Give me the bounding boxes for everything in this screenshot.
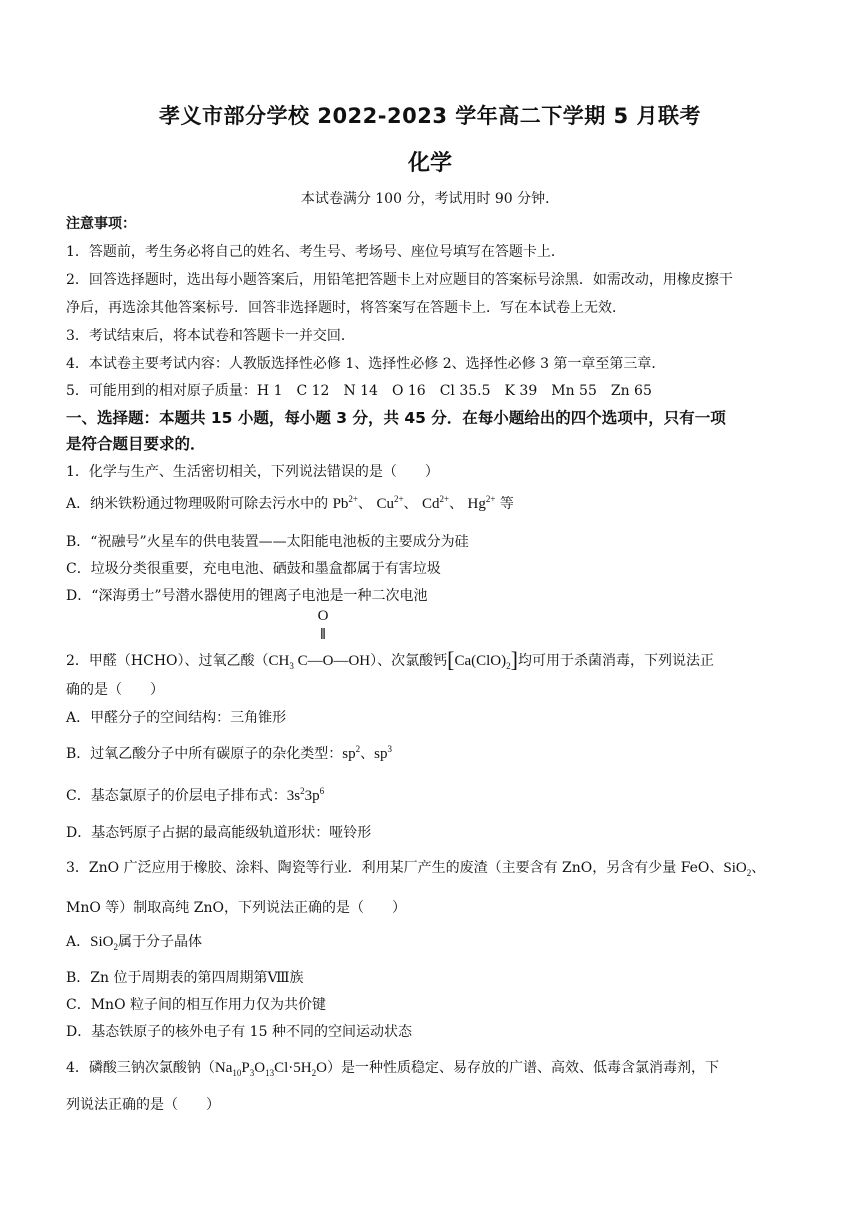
peracetic-acid-formula: $CH_3$ C—O—OH — [268, 653, 371, 671]
question-1-option-a: A．纳米铁粉通过物理吸附可除去污水中的 $Pb^{2+}$、 $Cu^{2+}$、 $Cd^{2+}$、 $Hg^{2+}$ 等 — [66, 494, 514, 512]
ion-hg: $Hg^{2+}$ — [467, 494, 496, 512]
question-4-stem: 4．磷酸三钠次氯酸钠$(Na_{10}P_3O_{13}Cl\cdot 5H_2O)$是一种性质稳定、易存放的广谱、高效、低毒含氯消毒剂，下 — [66, 1060, 719, 1078]
question-2-option-d: D．基态钙原子占据的最高能级轨道形状：哑铃形 — [66, 825, 372, 841]
question-2-stem: 2．甲醛（HCHO）、过氧乙酸（$CH_3$ C—O—OH）、次氯酸钙$[Ca(ClO)_2]$均可用于杀菌消毒，下列说法正 — [66, 647, 714, 672]
ion-cd: $Cd^{2+}$ — [421, 494, 450, 512]
note-item: 1．答题前，考生务必将自己的姓名、考生号、考场号、座位号填写在答题卡上． — [66, 244, 565, 260]
hybrid-sp3: $sp^3$ — [374, 744, 392, 762]
sio2-formula: SiO$_2$ — [90, 934, 118, 952]
ion-pb: $Pb^{2+}$ — [332, 494, 358, 512]
question-3-option-b: B．Zn 位于周期表的第四周期第Ⅷ族 — [66, 970, 304, 986]
note-item: 5．可能用到的相对原子质量：H 1 C 12 N 14 O 16 Cl 35.5 K 39 Mn 55 Zn 65 — [66, 383, 652, 399]
question-3-option-a: A．SiO$_2$属于分子晶体 — [66, 934, 202, 952]
question-1-option-b: B．“祝融号”火星车的供电装置——太阳能电池板的主要成分为硅 — [66, 534, 469, 550]
question-3-stem-cont: MnO 等）制取高纯 ZnO，下列说法正确的是（ ） — [66, 900, 406, 916]
question-2-stem-cont: 确的是（ ） — [66, 682, 164, 698]
exam-title: 孝义市部分学校 2022-2023 学年高二下学期 5 月联考 — [159, 104, 701, 128]
question-2-option-a: A．甲醛分子的空间结构：三角锥形 — [66, 710, 287, 726]
question-1-stem: 1．化学与生产、生活密切相关，下列说法错误的是（ ） — [66, 464, 439, 480]
note-item: 2．回答选择题时，选出每小题答案后，用铅笔把答题卡上对应题目的答案标号涂黑．如需改动，用橡皮擦干 — [66, 272, 733, 288]
question-1-option-d: D．“深海勇士”号潜水器使用的锂离子电池是一种二次电池 — [66, 588, 428, 604]
disinfectant-formula: $Na_{10}P_3O_{13}Cl\cdot 5H_2O$ — [214, 1060, 327, 1078]
question-3-option-c: C．MnO 粒子间的相互作用力仅为共价键 — [66, 997, 326, 1013]
section-heading: 一、选择题：本题共 15 小题，每小题 3 分，共 45 分．在每小题给出的四个选项中，只有一项 — [66, 409, 726, 427]
note-item: 4．本试卷主要考试内容：人教版选择性必修 1、选择性必修 2、选择性必修 3 第一章至第三章． — [66, 356, 666, 372]
hybrid-sp2: $sp^2$ — [342, 744, 361, 762]
exam-info: 本试卷满分 100 分，考试用时 90 分钟． — [300, 191, 560, 207]
section-heading-cont: 是符合题目要求的． — [66, 435, 206, 453]
question-2-option-c: C．基态氯原子的价层电子排布式：$3s^23p^6$ — [66, 786, 325, 804]
ion-cu: $Cu^{2+}$ — [376, 494, 404, 512]
sio2-formula: SiO$_2$ — [723, 860, 752, 878]
question-3-option-d: D．基态铁原子的核外电子有 15 种不同的空间运动状态 — [66, 1024, 412, 1040]
note-item: 3．考试结束后，将本试卷和答题卡一并交回． — [66, 328, 355, 344]
option-text: A．纳米铁粉通过物理吸附可除去污水中的 — [66, 496, 329, 512]
question-2-option-b: B．过氧乙酸分子中所有碳原子的杂化类型：$sp^2$、$sp^3$ — [66, 744, 392, 762]
question-3-stem: 3．ZnO 广泛应用于橡胶、涂料、陶瓷等行业．利用某厂产生的废渣（主要含有 ZnO，另含有少量 FeO、SiO$_2$、 — [66, 860, 766, 878]
question-4-stem-cont: 列说法正确的是（ ） — [66, 1097, 220, 1113]
subject-title: 化学 — [407, 151, 452, 176]
carbonyl-double-bond: ‖ — [320, 626, 326, 643]
notes-heading: 注意事项： — [66, 216, 136, 232]
question-1-option-c: C．垃圾分类很重要，充电电池、硒鼓和墨盒都属于有害垃圾 — [66, 561, 441, 577]
electron-configuration: $3s^23p^6$ — [286, 786, 325, 804]
calcium-hypochlorite-formula: $[Ca(ClO)_2]$ — [447, 647, 518, 672]
carbonyl-oxygen: O — [317, 608, 329, 624]
note-item: 净后，再选涂其他答案标号．回答非选择题时，将答案写在答题卡上．写在本试卷上无效． — [66, 300, 626, 316]
